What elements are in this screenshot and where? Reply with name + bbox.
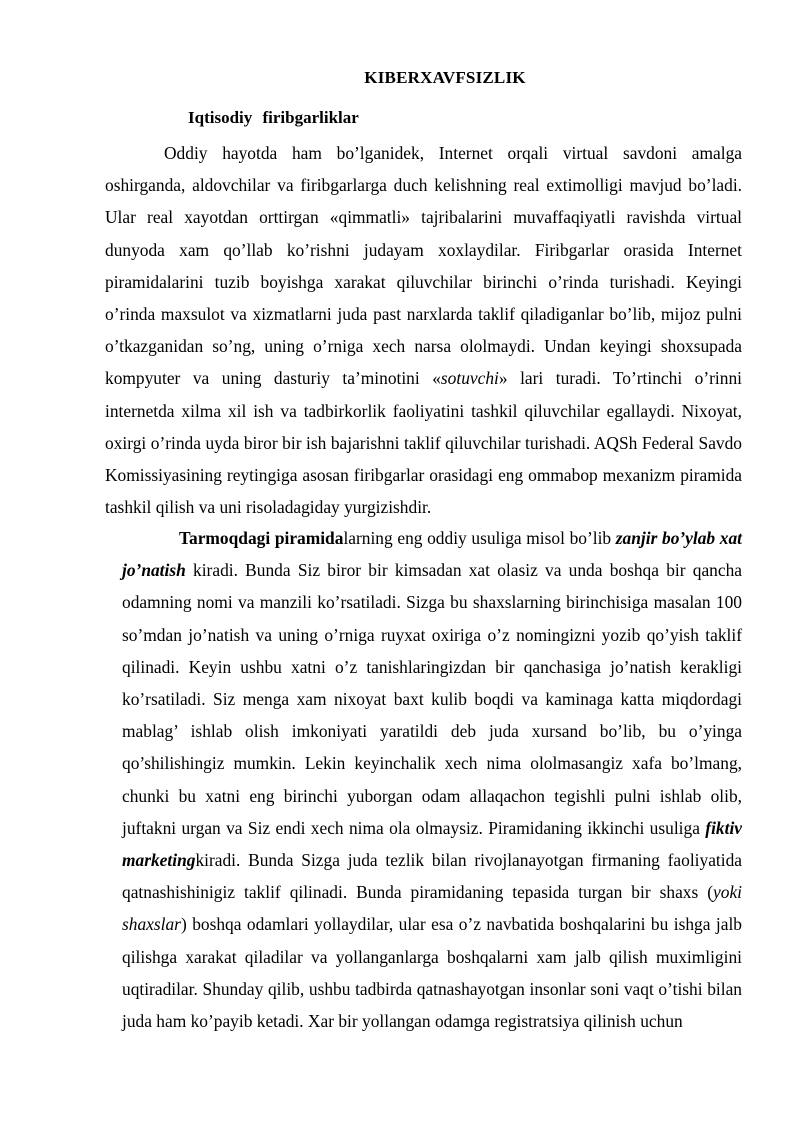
paragraph-1-italic-a: sotuvchi xyxy=(440,368,499,389)
page-title: KIBERXAVFSIZLIK xyxy=(364,68,526,87)
paragraph-2-bolditalic-b: fiktiv marketing xyxy=(122,817,742,871)
paragraph-2 xyxy=(122,522,742,1037)
paragraph-2-text-a: larning eng oddiy usuliga misol bo’lib xyxy=(343,528,616,548)
paragraph-1-text-b: » lari turadi. To’rtinchi o’rinni internetda xilma xil ish va tadbirkorlik faoliyatini tashkil qiluvchilar egallaydi. Nixoyat, oxirgi o’rinda uyda biror bir ish bajarishni taklif qiluvchilar turishadi. AQSh Federal Savdo Komissiyasining reytingiga asosan firibgarlar orasidagi eng ommabop mexanizm piramida tashkil qilish va uni risoladagiday yurgizishdir. xyxy=(105,368,742,518)
paragraph-2-text-d: ) boshqa odamlari yollaydilar, ular esa o’z navbatida boshqalarini bu ishga jalb qilishga xarakat qiladilar va yollanganlarga boshqalarni xam jalb qilish muximligini uqtiradilar. Shunday qilib, ushbu tadbirda qatnashayotgan insonlar soni vaqt o’tishi bilan juda ham ko’payib ketadi. Xar bir yollangan odamga registratsiya qilinish uchun xyxy=(122,914,742,1032)
paragraph-2-bolditalic-a: zanjir bo’ylab xat jo’natish xyxy=(122,528,743,581)
section-heading: Iqtisodiy firibgarliklar xyxy=(188,108,359,127)
paragraph-2-bold-a: Tarmoqdagi piramida xyxy=(179,528,344,548)
paragraph-1 xyxy=(105,137,742,523)
paragraph-2-text-b: kiradi. Bunda Siz biror bir kimsadan xat olasiz va unda boshqa bir qancha odamning nomi va manzili ko’rsatiladi. Sizga bu shaxslarning birinchisiga masalan 100 so’mdan jo’natish va uning o’rniga ruyxat oxiriga o’z nomingizni yozib qo’yish taklif qilinadi. Keyin ushbu xatni o’z tanishlaringizdan bir qanchasiga jo’natish kerakligi ko’rsatiladi. Siz menga xam nixoyat baxt kulib boqdi va kaminaga katta miqdordagi mablag’ ishlab olish imkoniyati yaratildi deb juda xursand bo’lib, bu o’yinga qo’shilishingiz mumkin. Lekin keyinchalik xech nima ololmasangiz xafa bo’lmang, chunki bu xatni eng birinchi yuborgan odam allaqachon tegishli pulni ishlab olib, juftakni urgan va Siz endi xech nima ola olmaysiz. Piramidaning ikkinchi usuliga xyxy=(122,560,742,838)
paragraph-2-italic-a: yoki shaxslar xyxy=(122,882,742,935)
paragraph-1-text-a: Oddiy hayotda ham bo’lganidek, Internet orqali virtual savdoni amalga oshirganda, aldovchilar va firibgarlarga duch kelishning real extimolligi mavjud bo’ladi. Ular real xayotdan orttirgan «qimmatli» tajribalarini muvaffaqiyatli ravishda virtual dunyoda xam qo’llab ko’rishni judayam xoxlaydilar. Firibgarlar orasida Internet piramidalarini tuzib boyishga xarakat qiluvchilar birinchi o’rinda turishadi. Keyingi o’rinda maxsulot va xizmatlarni juda past narxlarda taklif qiladiganlar bo’lib, mijoz pulni o’tkazganidan so’ng, uning o’rniga xech narsa ololmaydi. Undan keyingi shoxsupada kompyuter va uning dasturiy ta’minotini « xyxy=(105,143,742,389)
paragraph-2-text-c: kiradi. Bunda Sizga juda tezlik bilan rivojlanayotgan firmaning faoliyatida qatnashishinigiz taklif qilinadi. Bunda piramidaning tepasida turgan bir shaxs ( xyxy=(122,850,742,903)
